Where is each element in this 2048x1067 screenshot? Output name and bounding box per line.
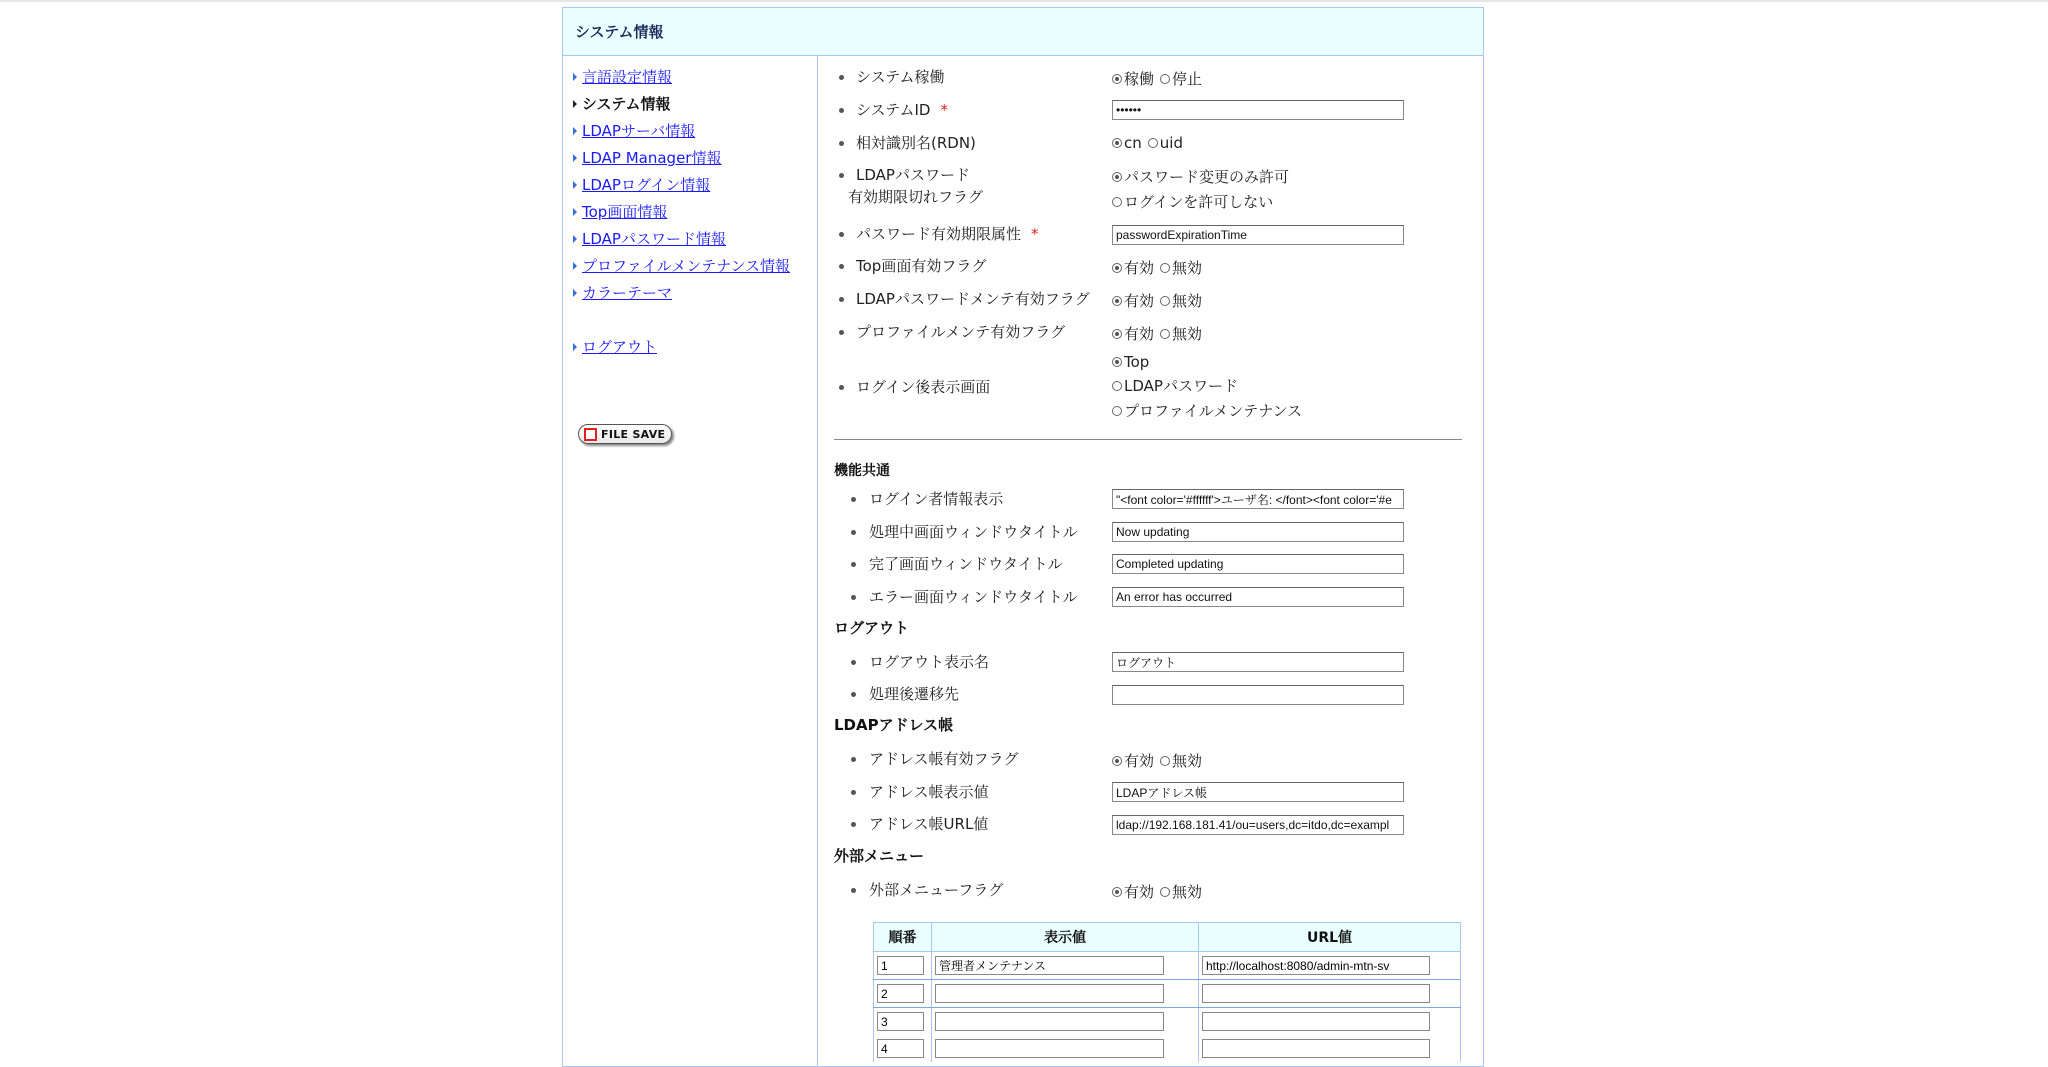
radio-group-ldap-pw-flag — [1112, 290, 1208, 311]
order-field[interactable] — [877, 956, 924, 975]
label-top-flag: Top画面有効フラグ — [856, 257, 987, 275]
option-label: 有効 — [1124, 292, 1155, 310]
settings-panel — [562, 7, 1484, 1067]
password-expire-attr-field[interactable] — [1112, 225, 1404, 245]
column-header-display: 表示値 — [932, 923, 1199, 952]
radio-ldap-pw-disabled[interactable] — [1160, 290, 1202, 311]
label-addressbook-url: アドレス帳URL値 — [869, 815, 989, 833]
sidebar-item-language[interactable] — [573, 66, 672, 87]
url-field[interactable] — [1202, 984, 1430, 1003]
bullet-icon — [839, 297, 844, 302]
label-logout-redirect: 処理後遷移先 — [869, 685, 960, 703]
label-pw-expire-attr: パスワード有効期限属性 — [856, 225, 1022, 243]
processing-title-field[interactable] — [1112, 522, 1404, 542]
bullet-icon — [851, 692, 856, 697]
column-header-url: URL値 — [1199, 923, 1461, 952]
display-field[interactable] — [935, 1012, 1164, 1031]
radio-checked-icon — [1112, 263, 1122, 273]
label-external-menu-flag: 外部メニューフラグ — [869, 881, 1004, 899]
display-field[interactable] — [935, 984, 1164, 1003]
sidebar-link-profile-maintenance[interactable]: プロファイルメンテナンス情報 — [582, 257, 791, 275]
required-mark: * — [940, 101, 948, 119]
triangle-bullet-icon — [573, 262, 577, 270]
triangle-bullet-icon — [573, 181, 577, 189]
radio-checked-icon — [1112, 138, 1122, 148]
url-field[interactable] — [1202, 1039, 1430, 1058]
radio-after-login-profile[interactable] — [1112, 400, 1302, 421]
radio-uid[interactable] — [1148, 134, 1183, 152]
radio-unchecked-icon — [1112, 381, 1122, 391]
option-label: 有効 — [1124, 259, 1155, 277]
sidebar-item-color-theme[interactable] — [573, 282, 672, 303]
bullet-icon — [851, 790, 856, 795]
triangle-bullet-icon — [573, 127, 577, 135]
sidebar-link-top-screen[interactable]: Top画面情報 — [582, 203, 668, 221]
radio-unchecked-icon — [1160, 296, 1170, 306]
triangle-bullet-icon — [573, 154, 577, 162]
row-error-title — [819, 586, 1479, 612]
option-label: uid — [1159, 134, 1183, 152]
option-label: 無効 — [1172, 292, 1203, 310]
radio-profile-disabled[interactable] — [1160, 323, 1202, 344]
radio-top-enabled[interactable] — [1112, 257, 1154, 278]
option-label: 有効 — [1124, 883, 1155, 901]
display-field[interactable] — [935, 1039, 1164, 1058]
addressbook-url-field[interactable] — [1112, 815, 1404, 835]
sidebar-link-ldap-password[interactable]: LDAPパスワード情報 — [582, 230, 726, 248]
bullet-icon — [839, 173, 844, 178]
row-ldap-password-flag — [819, 288, 1479, 314]
radio-external-menu-enabled[interactable] — [1112, 881, 1154, 902]
save-square-icon — [584, 428, 597, 441]
label-pw-expire-line2: 有効期限切れフラグ — [848, 188, 984, 206]
triangle-bullet-icon — [573, 73, 577, 81]
radio-unchecked-icon — [1160, 263, 1170, 273]
sidebar-item-ldap-manager[interactable] — [573, 147, 721, 168]
sidebar-item-top-screen[interactable] — [573, 201, 667, 222]
option-label: 停止 — [1172, 70, 1203, 88]
radio-unchecked-icon — [1160, 74, 1170, 84]
bullet-icon — [839, 75, 844, 80]
bullet-icon — [839, 232, 844, 237]
row-complete-title — [819, 553, 1479, 579]
table-row — [874, 952, 1461, 980]
bullet-icon — [839, 330, 844, 335]
option-label: 無効 — [1172, 883, 1203, 901]
order-field[interactable] — [877, 1012, 924, 1031]
label-after-login: ログイン後表示画面 — [856, 378, 991, 396]
radio-unchecked-icon — [1112, 406, 1122, 416]
bullet-icon — [851, 660, 856, 665]
login-info-field[interactable] — [1112, 489, 1404, 509]
row-system-operation — [819, 66, 1479, 92]
radio-group-external-menu-flag — [1112, 881, 1208, 902]
logout-display-name-field[interactable] — [1112, 652, 1404, 672]
radio-deny-login[interactable] — [1112, 191, 1273, 212]
column-header-order: 順番 — [874, 923, 932, 952]
radio-ldap-pw-enabled[interactable] — [1112, 290, 1154, 311]
table-row — [874, 1008, 1461, 1036]
section-title-logout: ログアウト — [834, 619, 910, 637]
row-top-flag — [819, 255, 1479, 281]
addressbook-display-field[interactable] — [1112, 782, 1404, 802]
sidebar-item-logout[interactable] — [573, 336, 657, 357]
complete-title-field[interactable] — [1112, 554, 1404, 574]
sidebar-link-ldap-server[interactable]: LDAPサーバ情報 — [582, 122, 696, 140]
label-logout-display-name: ログアウト表示名 — [869, 653, 990, 671]
option-label: 稼働 — [1124, 70, 1155, 88]
file-save-button[interactable] — [578, 424, 672, 444]
radio-unchecked-icon — [1160, 756, 1170, 766]
row-password-expire-attr — [819, 223, 1479, 249]
sidebar-item-ldap-server[interactable] — [573, 120, 695, 141]
sidebar-nav — [563, 56, 818, 1066]
radio-group-pw-expire — [1112, 166, 1295, 216]
label-error-title: エラー画面ウィンドウタイトル — [869, 588, 1078, 606]
row-profile-flag — [819, 321, 1479, 347]
radio-unchecked-icon — [1160, 887, 1170, 897]
sidebar-item-system — [573, 93, 671, 114]
radio-group-rdn — [1112, 134, 1189, 152]
sidebar-item-ldap-login[interactable] — [573, 174, 710, 195]
radio-checked-icon — [1112, 296, 1122, 306]
divider — [834, 439, 1462, 440]
table-row — [874, 980, 1461, 1008]
required-mark: * — [1031, 225, 1039, 243]
radio-addressbook-enabled[interactable] — [1112, 750, 1154, 771]
triangle-bullet-icon — [573, 100, 577, 108]
sidebar-link-language[interactable]: 言語設定情報 — [582, 68, 673, 86]
row-system-id — [819, 99, 1479, 125]
label-system-operation: システム稼働 — [856, 68, 945, 86]
main-form — [819, 56, 1483, 1066]
display-field[interactable] — [935, 956, 1164, 975]
option-label: cn — [1124, 134, 1142, 152]
radio-group-system-operation — [1112, 68, 1208, 89]
triangle-bullet-icon — [573, 289, 577, 297]
option-label: 無効 — [1172, 752, 1203, 770]
option-label: ログインを許可しない — [1124, 193, 1274, 211]
external-menu-table — [873, 922, 1461, 1062]
bullet-icon — [839, 385, 844, 390]
radio-external-menu-disabled[interactable] — [1160, 881, 1202, 902]
radio-unchecked-icon — [1148, 138, 1158, 148]
radio-top-disabled[interactable] — [1160, 257, 1202, 278]
radio-allow-change-only[interactable] — [1112, 166, 1289, 187]
radio-group-profile-flag — [1112, 323, 1208, 344]
bullet-icon — [839, 264, 844, 269]
triangle-bullet-icon — [573, 343, 577, 351]
label-addressbook-flag: アドレス帳有効フラグ — [869, 750, 1019, 768]
label-ldap-pw-flag: LDAPパスワードメンテ有効フラグ — [856, 290, 1090, 308]
browser-top-border — [0, 0, 2048, 2]
radio-checked-icon — [1112, 887, 1122, 897]
row-addressbook-flag — [819, 748, 1479, 774]
row-processing-title — [819, 521, 1479, 547]
radio-unchecked-icon — [1160, 329, 1170, 339]
radio-checked-icon — [1112, 329, 1122, 339]
order-field[interactable] — [877, 1039, 924, 1058]
option-label: プロファイルメンテナンス — [1124, 402, 1303, 420]
bullet-icon — [851, 530, 856, 535]
radio-checked-icon — [1112, 74, 1122, 84]
sidebar-link-ldap-login[interactable]: LDAPログイン情報 — [582, 176, 711, 194]
bullet-icon — [851, 562, 856, 567]
row-rdn — [819, 132, 1479, 158]
row-password-expire-flag — [819, 164, 1479, 210]
logout-link[interactable]: ログアウト — [582, 338, 658, 356]
radio-group-top-flag — [1112, 257, 1208, 278]
order-field[interactable] — [877, 984, 924, 1003]
radio-group-addressbook-flag — [1112, 750, 1208, 771]
radio-stopped[interactable] — [1160, 68, 1202, 89]
section-title-common: 機能共通 — [834, 463, 890, 479]
sidebar-link-ldap-manager[interactable]: LDAP Manager情報 — [582, 149, 722, 167]
row-logout-redirect — [819, 683, 1479, 709]
logout-redirect-field[interactable] — [1112, 685, 1404, 705]
bullet-icon — [851, 822, 856, 827]
radio-after-login-top[interactable] — [1112, 353, 1149, 371]
option-label: パスワード変更のみ許可 — [1124, 168, 1290, 186]
radio-profile-enabled[interactable] — [1112, 323, 1154, 344]
system-id-field[interactable] — [1112, 100, 1404, 120]
url-field[interactable] — [1202, 1012, 1430, 1031]
row-addressbook-url — [819, 813, 1479, 839]
bullet-icon — [851, 595, 856, 600]
row-after-login-screen — [819, 353, 1479, 423]
radio-checked-icon — [1112, 172, 1122, 182]
label-system-id: システムID — [856, 101, 931, 119]
triangle-bullet-icon — [573, 208, 577, 216]
bullet-icon — [851, 757, 856, 762]
sidebar-item-profile-maintenance[interactable] — [573, 255, 790, 276]
sidebar-item-ldap-password[interactable] — [573, 228, 726, 249]
radio-unchecked-icon — [1112, 197, 1122, 207]
option-label: 有効 — [1124, 325, 1155, 343]
radio-checked-icon — [1112, 756, 1122, 766]
row-login-info — [819, 488, 1479, 514]
table-header-row — [874, 923, 1461, 952]
label-rdn: 相対識別名(RDN) — [856, 134, 976, 152]
option-label: 有効 — [1124, 752, 1155, 770]
bullet-icon — [851, 888, 856, 893]
radio-checked-icon — [1112, 357, 1122, 367]
table-row — [874, 1035, 1461, 1062]
option-label: LDAPパスワード — [1124, 377, 1238, 395]
url-field[interactable] — [1202, 956, 1430, 975]
radio-addressbook-disabled[interactable] — [1160, 750, 1202, 771]
sidebar-link-color-theme[interactable]: カラーテーマ — [582, 284, 673, 302]
label-pw-expire-line1: LDAPパスワード — [856, 166, 970, 184]
label-profile-flag: プロファイルメンテ有効フラグ — [856, 323, 1066, 341]
bullet-icon — [839, 141, 844, 146]
section-title-addressbook: LDAPアドレス帳 — [834, 716, 954, 734]
panel-header — [563, 8, 1483, 56]
row-addressbook-display — [819, 781, 1479, 807]
bullet-icon — [851, 497, 856, 502]
section-title-external-menu: 外部メニュー — [834, 847, 925, 865]
error-title-field[interactable] — [1112, 587, 1404, 607]
sidebar-current-system: システム情報 — [582, 95, 671, 113]
row-external-menu-flag — [819, 879, 1479, 905]
bullet-icon — [839, 108, 844, 113]
radio-operating[interactable] — [1112, 68, 1154, 89]
label-complete-title: 完了画面ウィンドウタイトル — [869, 555, 1063, 573]
label-addressbook-display: アドレス帳表示値 — [869, 783, 989, 801]
radio-group-after-login — [1112, 353, 1308, 425]
option-label: Top — [1124, 353, 1150, 371]
label-processing-title: 処理中画面ウィンドウタイトル — [869, 523, 1078, 541]
radio-after-login-ldap-password[interactable] — [1112, 375, 1238, 396]
option-label: 無効 — [1172, 325, 1203, 343]
label-login-info: ログイン者情報表示 — [869, 490, 1004, 508]
triangle-bullet-icon — [573, 235, 577, 243]
option-label: 無効 — [1172, 259, 1203, 277]
row-logout-display-name — [819, 651, 1479, 677]
page-title: システム情報 — [575, 23, 664, 41]
file-save-label: FILE SAVE — [601, 427, 666, 441]
radio-cn[interactable] — [1112, 134, 1142, 152]
